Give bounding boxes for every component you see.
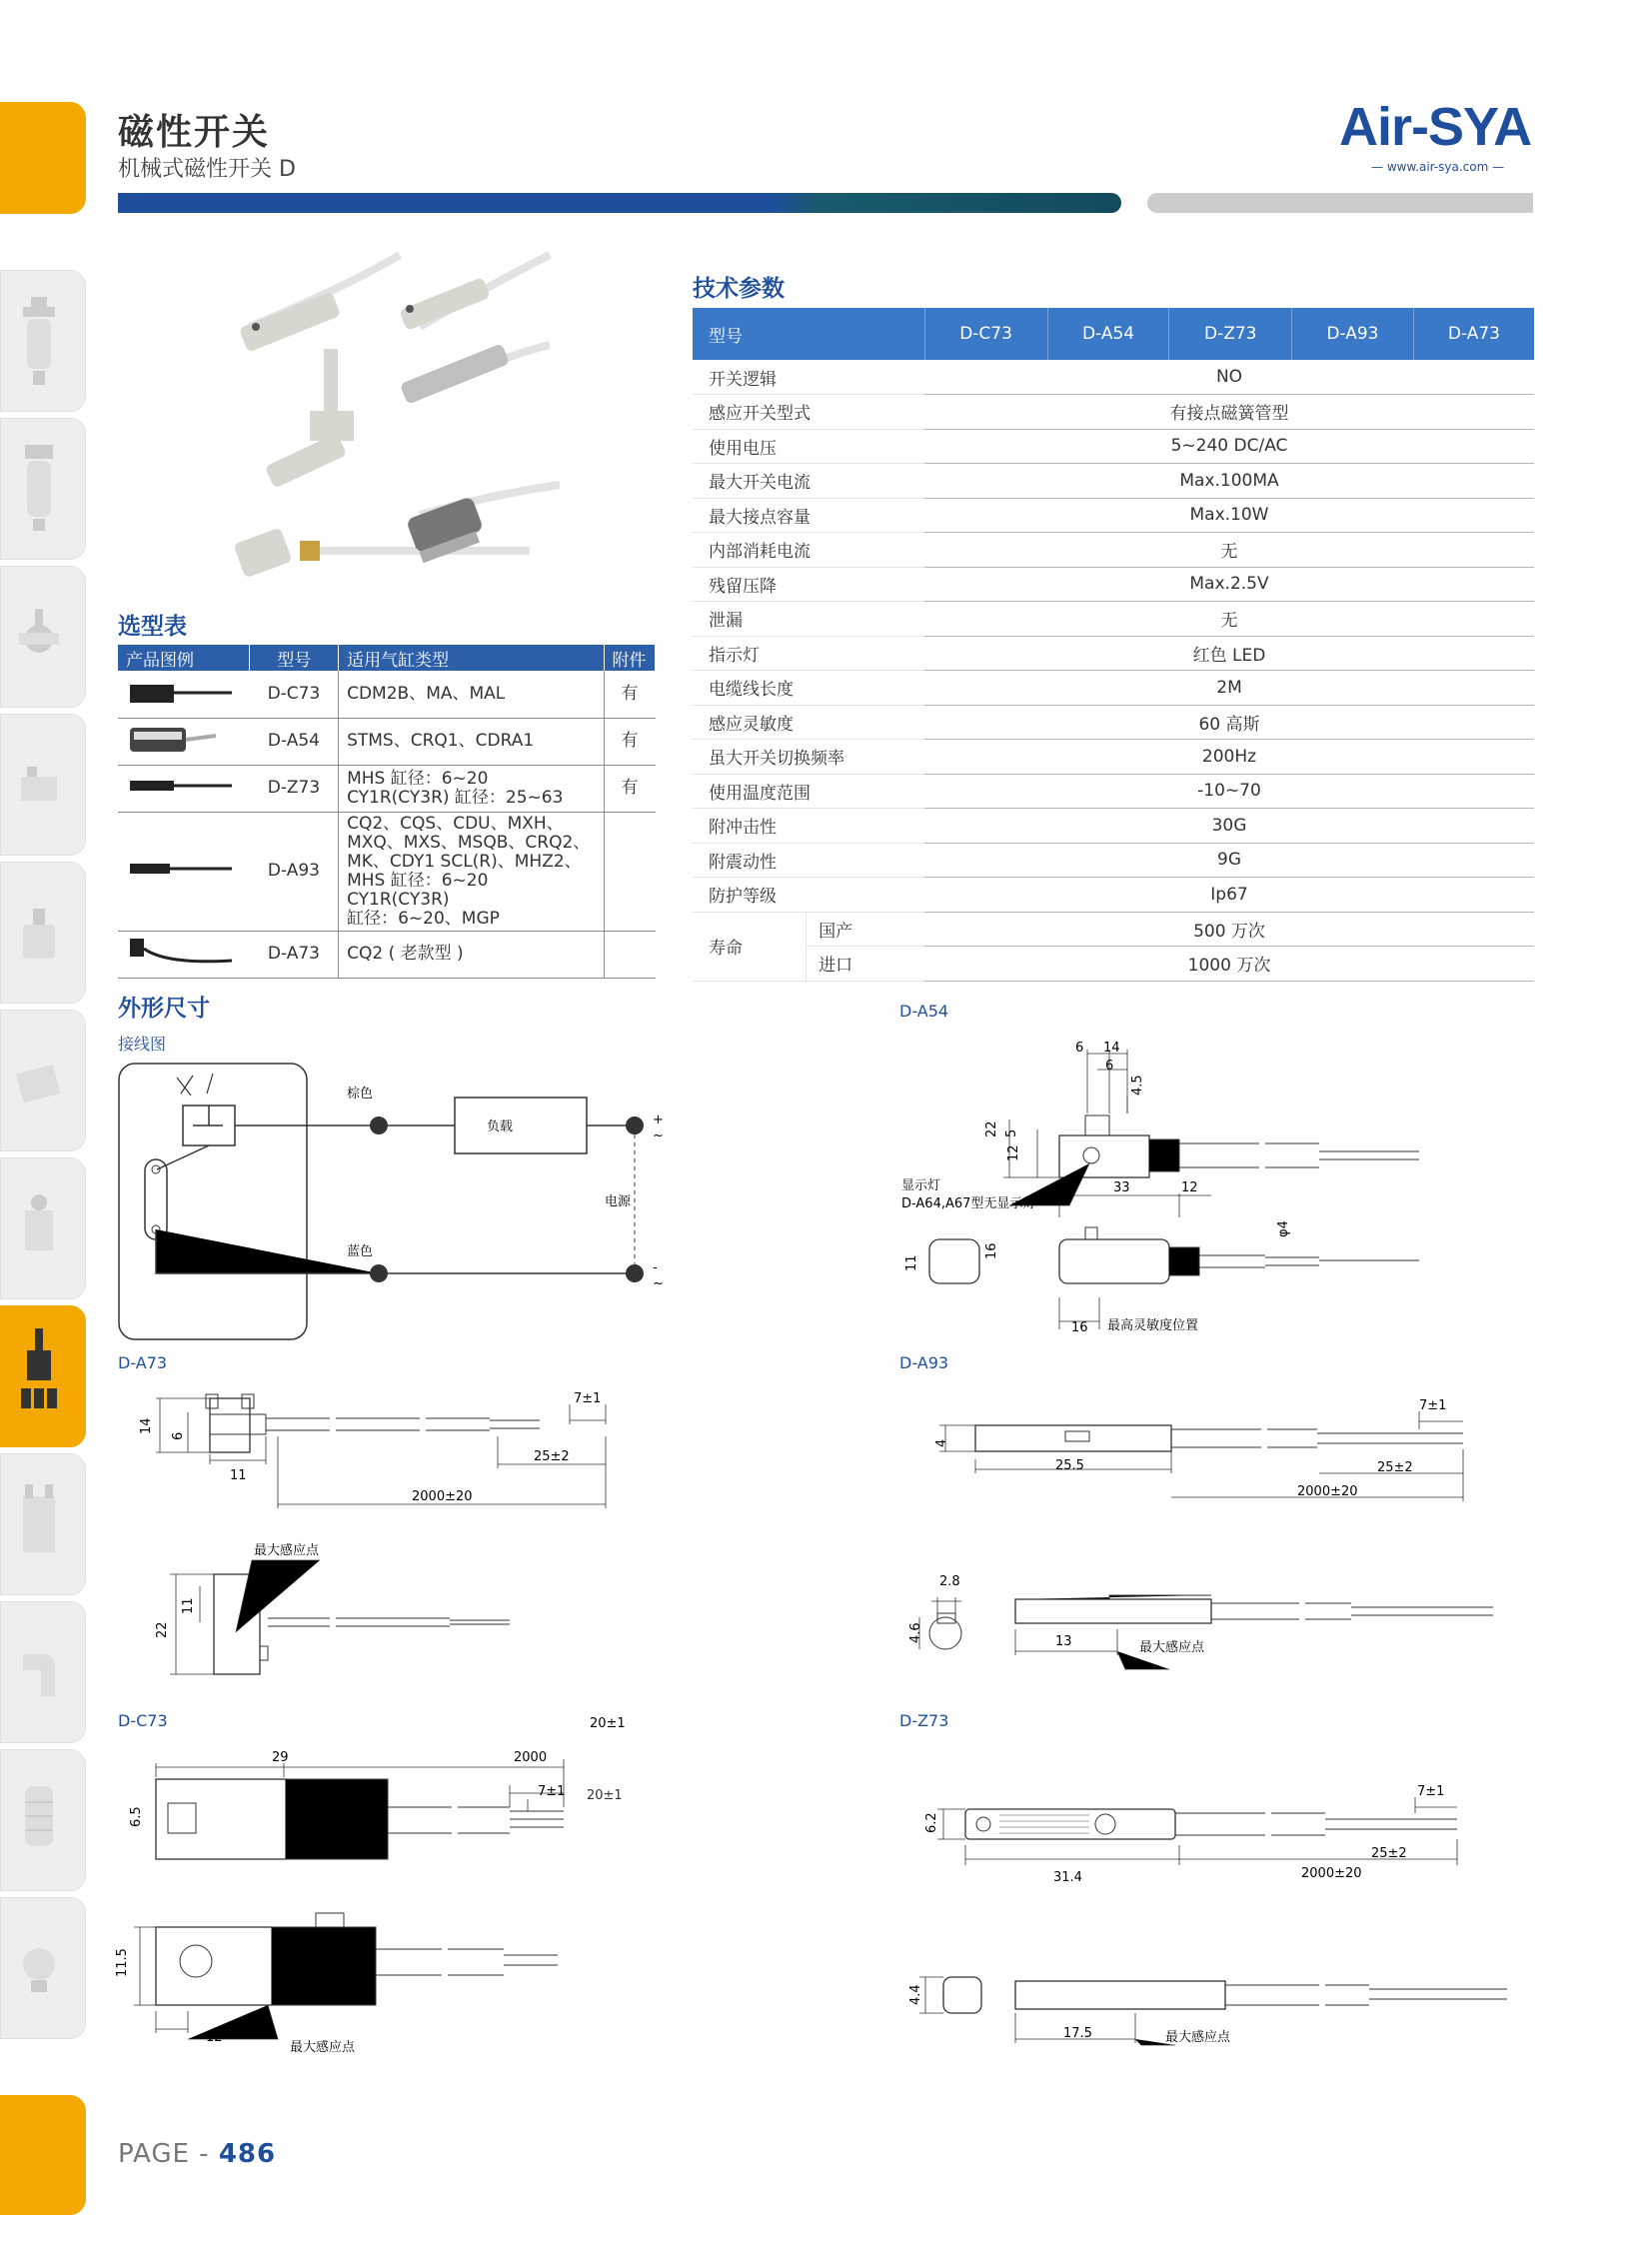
svg-text:6.2: 6.2 (924, 1812, 939, 1833)
tab-valve[interactable] (0, 714, 86, 856)
acc-cell: 有 (604, 765, 655, 812)
product-thumb (118, 765, 250, 812)
drawing-a93 (899, 1389, 1459, 1679)
svg-text:11: 11 (230, 1468, 247, 1483)
tech-row (693, 429, 1534, 464)
table-row (118, 671, 656, 718)
tab-silencer[interactable] (0, 1749, 86, 1891)
svg-text:22: 22 (984, 1121, 999, 1137)
tech-row (693, 360, 1534, 395)
tech-row (693, 843, 1534, 878)
tech-header-model: 型号 (693, 308, 924, 360)
life-domestic: 500 万次 (924, 912, 1534, 947)
types-cell: STMS、CRQ1、CDRA1 (339, 718, 604, 765)
tech-value: 60 高斯 (924, 705, 1534, 740)
svg-text:最大感应点: 最大感应点 (254, 1543, 320, 1558)
actuator-icon (19, 1033, 59, 1132)
label-blue: 蓝色 (347, 1244, 374, 1259)
table-row (118, 765, 656, 812)
svg-text:12: 12 (1181, 1180, 1198, 1195)
svg-text:11: 11 (181, 1597, 196, 1614)
tech-label: 附冲击性 (693, 809, 924, 844)
tech-row (693, 567, 1534, 602)
tech-title: 技术参数 (693, 276, 785, 302)
tech-row (693, 498, 1534, 533)
label-power: 电源 (605, 1194, 632, 1209)
tech-row-life (693, 947, 1534, 982)
acc-cell: 有 (604, 671, 655, 718)
svg-text:4.5: 4.5 (1130, 1075, 1145, 1096)
tech-label: 使用温度范围 (693, 774, 924, 809)
page-number: PAGE - 486 (118, 2139, 277, 2169)
life-domestic-label: 国产 (807, 912, 924, 947)
tech-row (693, 533, 1534, 568)
life-label: 寿命 (693, 912, 807, 981)
tech-row (693, 395, 1534, 430)
label-tilde1: ~ (653, 1128, 664, 1143)
tech-value: 9G (924, 843, 1534, 878)
svg-text:25±2: 25±2 (1377, 1460, 1413, 1475)
tech-value: Max.2.5V (924, 567, 1534, 602)
life-import: 1000 万次 (924, 947, 1534, 982)
tab-active-bottom (0, 2095, 86, 2215)
tech-value: 无 (924, 602, 1534, 637)
tech-value: 200Hz (924, 740, 1534, 775)
svg-text:25.5: 25.5 (1055, 1458, 1084, 1473)
tech-label: 虽大开关切换频率 (693, 740, 924, 775)
tech-value: Ip67 (924, 878, 1534, 913)
product-thumb (118, 671, 250, 718)
tech-row (693, 878, 1534, 913)
types-cell: CQ2 ( 老款型 ) (339, 931, 604, 978)
svg-text:29: 29 (272, 1750, 289, 1765)
tech-value: 5~240 DC/AC (924, 429, 1534, 464)
svg-text:4.4: 4.4 (908, 1984, 923, 2005)
svg-text:14: 14 (139, 1417, 154, 1434)
tech-row (693, 705, 1534, 740)
label-plus: + (653, 1113, 664, 1127)
svg-text:2.8: 2.8 (939, 1574, 960, 1589)
svg-text:最大感应点: 最大感应点 (1139, 1640, 1205, 1655)
svg-text:最高灵敏度位置: 最高灵敏度位置 (1107, 1318, 1199, 1333)
tab-active-top (0, 102, 86, 214)
svg-text:14: 14 (1103, 1041, 1120, 1056)
solenoid-icon (19, 1180, 59, 1280)
col-image: 产品图例 (118, 645, 250, 671)
types-cell: CQ2、CQS、CDU、MXH、 MXQ、MXS、MSQB、CRQ2、 MK、CDY1 SCL(R)、MHZ2、 MHS 缸径：6~20 CY1R(CY3R) 缸径：6~20、MGP (339, 812, 604, 931)
tech-row (693, 636, 1534, 671)
tab-actuator[interactable] (0, 1010, 86, 1151)
gripper-icon (19, 1476, 59, 1576)
acc-cell (604, 931, 655, 978)
tech-label: 附震动性 (693, 843, 924, 878)
table-row (118, 812, 656, 931)
svg-text:6: 6 (171, 1431, 186, 1440)
wiring-diagram (115, 1060, 675, 1349)
tech-label: 感应开关型式 (693, 395, 924, 430)
tech-row (693, 774, 1534, 809)
page-subtitle: 机械式磁性开关 D (118, 157, 296, 182)
selection-title: 选型表 (118, 614, 187, 640)
brand-logo: Air-SYA (1339, 97, 1532, 157)
svg-text:2000±20: 2000±20 (412, 1489, 473, 1504)
silencer-icon (19, 1772, 59, 1872)
tech-label: 指示灯 (693, 636, 924, 671)
dims-title: 外形尺寸 (118, 996, 210, 1022)
regulator-icon (19, 589, 59, 689)
tech-row (693, 671, 1534, 706)
svg-text:7±1: 7±1 (538, 1784, 566, 1799)
svg-text:7±1: 7±1 (1419, 1398, 1447, 1413)
types-cell: MHS 缸径：6~20 CY1R(CY3R) 缸径：25~63 (339, 765, 604, 812)
life-import-label: 进口 (807, 947, 924, 982)
tech-header-z73: D-Z73 (1169, 308, 1292, 360)
brand-url: — www.air-sya.com — (1371, 160, 1505, 174)
tech-header-a73: D-A73 (1413, 308, 1534, 360)
filter-icon (19, 293, 59, 393)
tech-value: 红色 LED (924, 636, 1534, 671)
tech-label: 最大接点容量 (693, 498, 924, 533)
svg-text:13: 13 (1055, 1634, 1072, 1649)
tech-label: 泄漏 (693, 602, 924, 637)
model-cell: D-A93 (250, 812, 339, 931)
svg-text:4.6: 4.6 (908, 1622, 923, 1643)
z73-title: D-Z73 (899, 1711, 949, 1730)
tech-label: 电缆线长度 (693, 671, 924, 706)
svg-text:4: 4 (934, 1438, 949, 1447)
svg-text:最大感应点: 最大感应点 (290, 2040, 356, 2055)
svg-text:2000±20: 2000±20 (1297, 1484, 1358, 1499)
svg-text:12: 12 (206, 2030, 223, 2045)
table-row (118, 718, 656, 765)
tech-label: 使用电压 (693, 429, 924, 464)
tech-value: NO (924, 360, 1534, 395)
drawing-a54 (899, 1030, 1459, 1339)
svg-text:6: 6 (1105, 1059, 1114, 1074)
tech-label: 防护等级 (693, 878, 924, 913)
svg-text:11.5: 11.5 (115, 1948, 130, 1977)
tech-value: Max.100MA (924, 464, 1534, 499)
label-tilde2: ~ (653, 1276, 664, 1291)
tech-label: 感应灵敏度 (693, 705, 924, 740)
acc-cell: 有 (604, 718, 655, 765)
sensor-icon (19, 1328, 59, 1428)
col-acc: 附件 (604, 645, 655, 671)
tech-label: 残留压降 (693, 567, 924, 602)
svg-text:16: 16 (984, 1242, 999, 1259)
tab-cylinder[interactable] (0, 862, 86, 1004)
tech-row-life (693, 912, 1534, 947)
tab-regulator[interactable] (0, 566, 86, 708)
tech-label: 最大开关电流 (693, 464, 924, 499)
product-thumb (118, 812, 250, 931)
tech-header-a54: D-A54 (1047, 308, 1169, 360)
svg-text:7±1: 7±1 (1417, 1784, 1445, 1799)
product-thumb (118, 718, 250, 765)
tech-value: 无 (924, 533, 1534, 568)
svg-text:2000: 2000 (514, 1750, 548, 1765)
tech-value: Max.10W (924, 498, 1534, 533)
model-cell: D-A73 (250, 931, 339, 978)
svg-text:D-A64,A67型无显示灯: D-A64,A67型无显示灯 (901, 1196, 1036, 1211)
col-model: 型号 (250, 645, 339, 671)
tab-fitting[interactable] (0, 1601, 86, 1743)
tech-label: 开关逻辑 (693, 360, 924, 395)
accessory-icon (19, 1920, 59, 2020)
svg-text:16: 16 (1071, 1320, 1088, 1335)
tech-value: 30G (924, 809, 1534, 844)
label-load: 负载 (487, 1120, 514, 1134)
model-cell: D-C73 (250, 671, 339, 718)
c73-d20-label: 20±1 (587, 1788, 623, 1803)
drawing-z73 (899, 1779, 1459, 2069)
svg-text:6: 6 (1075, 1041, 1084, 1056)
tech-row (693, 740, 1534, 775)
product-photos (230, 245, 570, 585)
svg-text:22: 22 (155, 1621, 170, 1638)
svg-text:6.5: 6.5 (129, 1806, 144, 1827)
header-bar-blue (118, 193, 1121, 213)
label-brown: 棕色 (347, 1087, 374, 1102)
svg-text:11: 11 (904, 1254, 919, 1271)
svg-text:2000±20: 2000±20 (1301, 1866, 1362, 1881)
svg-text:7±1: 7±1 (574, 1391, 602, 1406)
wiring-title: 接线图 (118, 1035, 167, 1054)
tech-header-c73: D-C73 (924, 308, 1047, 360)
model-cell: D-Z73 (250, 765, 339, 812)
tech-value: 2M (924, 671, 1534, 706)
product-thumb (118, 931, 250, 978)
svg-text:31.4: 31.4 (1053, 1870, 1082, 1885)
svg-text:φ4: φ4 (1276, 1220, 1291, 1237)
svg-text:17.5: 17.5 (1063, 2026, 1092, 2041)
svg-text:5: 5 (1004, 1128, 1019, 1137)
a73-title: D-A73 (118, 1353, 168, 1372)
cylinder-icon (19, 885, 59, 985)
valve-icon (19, 737, 59, 837)
tech-header-a93: D-A93 (1292, 308, 1414, 360)
drawing-a73 (130, 1374, 650, 1684)
c73-title: D-C73 (118, 1711, 168, 1730)
tech-row (693, 602, 1534, 637)
tab-sensor-active[interactable] (0, 1305, 86, 1447)
svg-text:最大感应点: 最大感应点 (1165, 2030, 1231, 2045)
svg-text:33: 33 (1113, 1180, 1130, 1195)
table-row (118, 931, 656, 978)
tech-label: 内部消耗电流 (693, 533, 924, 568)
a93-title: D-A93 (899, 1353, 949, 1372)
selection-table (118, 645, 656, 979)
tab-solenoid[interactable] (0, 1157, 86, 1299)
tech-row (693, 464, 1534, 499)
tech-table (693, 308, 1534, 982)
svg-text:20±1: 20±1 (590, 1716, 626, 1731)
tab-accessory[interactable] (0, 1897, 86, 2039)
fitting-icon (19, 1624, 59, 1724)
tab-filter[interactable] (0, 270, 86, 412)
types-cell: CDM2B、MA、MAL (339, 671, 604, 718)
svg-text:25±2: 25±2 (1371, 1846, 1407, 1861)
tech-row (693, 809, 1534, 844)
tab-lubricator[interactable] (0, 418, 86, 560)
label-minus: - (653, 1260, 658, 1275)
svg-text:显示灯: 显示灯 (901, 1178, 941, 1193)
tech-value: 有接点磁簧管型 (924, 395, 1534, 430)
col-types: 适用气缸类型 (339, 645, 604, 671)
page-title: 磁性开关 (118, 112, 271, 153)
tech-value: -10~70 (924, 774, 1534, 809)
acc-cell (604, 812, 655, 931)
a54-title: D-A54 (899, 1002, 949, 1021)
svg-text:25±2: 25±2 (534, 1449, 570, 1464)
lubricator-icon (19, 441, 59, 541)
tab-gripper[interactable] (0, 1453, 86, 1595)
svg-text:12: 12 (1006, 1144, 1021, 1161)
header-bar-gray (1147, 193, 1533, 213)
model-cell: D-A54 (250, 718, 339, 765)
